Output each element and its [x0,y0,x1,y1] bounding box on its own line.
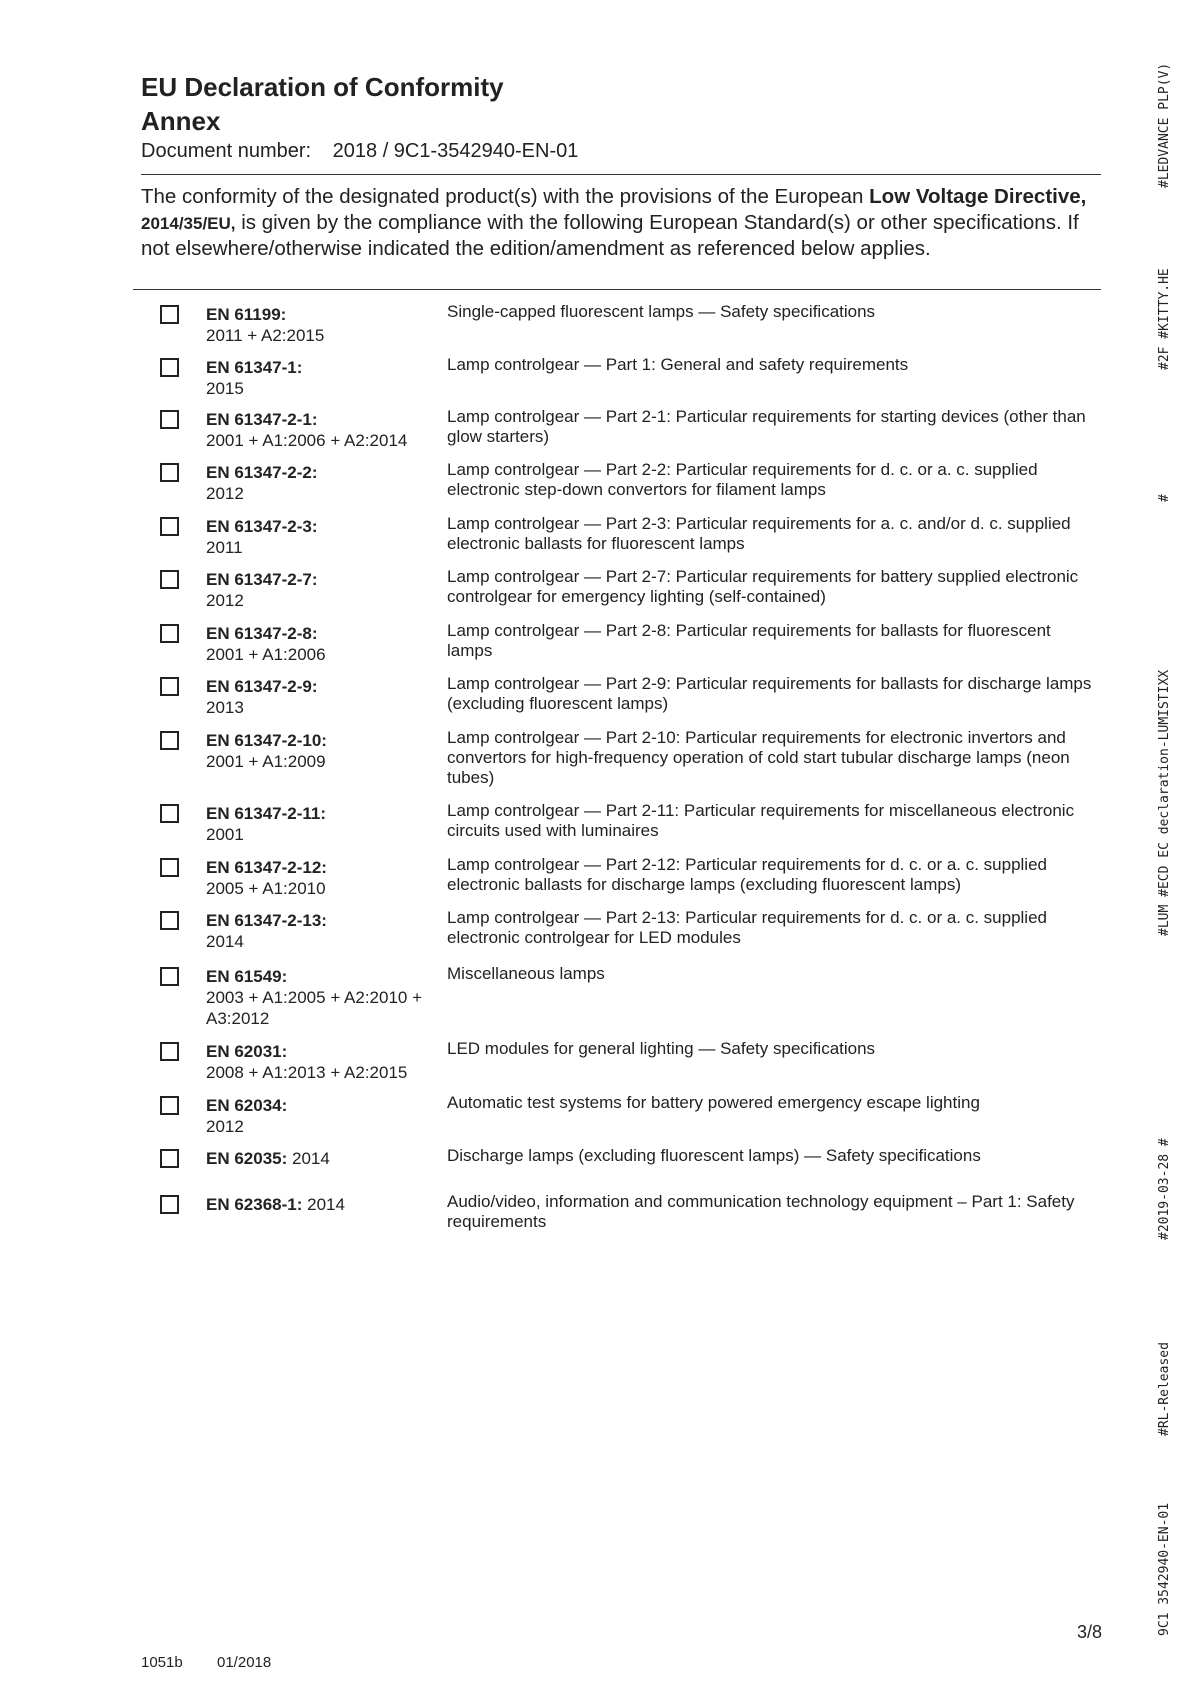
document-number [141,140,578,163]
standard-description: Miscellaneous lamps [447,964,605,983]
standard-checkbox[interactable] [160,463,179,482]
standard-edition: 2003 + A1:2005 + A2:2010 + A3:2012 [206,988,423,1028]
standard-checkbox[interactable] [160,967,179,986]
standard-description: Lamp controlgear — Part 2-9: Particular requirements for ballasts for discharge lamps (excluding fluorescent lamps) [447,674,1092,713]
intro-divider [133,289,1101,290]
title-line-2: Annex [141,106,221,136]
standard-edition: 2012 [206,591,244,610]
standard-edition: 2011 [206,538,243,557]
intro-paragraph [141,184,1101,262]
standard-description: Discharge lamps (excluding fluorescent lamps) — Safety specifications [447,1146,981,1165]
intro-text-1: The conformity of the designated product(s) with the provisions of the European [141,185,870,208]
standard-code: EN 62031: [206,1042,288,1061]
standard-description: Lamp controlgear — Part 2-3: Particular requirements for a. c. and/or d. c. supplied electronic ballasts for fluorescent lamps [447,514,1071,553]
standard-checkbox[interactable] [160,1149,179,1168]
standard-edition: 2015 [206,379,244,398]
standard-edition: 2014 [302,1195,345,1214]
standard-checkbox[interactable] [160,305,179,324]
standard-description: Lamp controlgear — Part 2-7: Particular requirements for battery supplied electronic controlgear for emergency lighting (self-contained) [447,567,1079,606]
standard-edition: 2001 [206,825,244,844]
standard-code: EN 61347-2-11: [206,804,327,823]
standard-description: Automatic test systems for battery powered emergency escape lighting [447,1093,980,1112]
standard-checkbox[interactable] [160,677,179,696]
standard-code: EN 61347-2-13: [206,911,327,930]
document-title [141,70,504,138]
standard-checkbox[interactable] [160,858,179,877]
standard-id [206,1041,436,1083]
standard-id [206,623,436,665]
standard-edition: 2008 + A1:2013 + A2:2015 [206,1063,408,1082]
standard-id [206,1194,436,1215]
standard-code: EN 61347-2-2: [206,463,318,482]
standard-checkbox[interactable] [160,804,179,823]
standard-checkbox[interactable] [160,1042,179,1061]
standard-code: EN 61347-2-10: [206,731,327,750]
standard-id [206,966,436,1029]
standard-code: EN 61347-2-8: [206,624,318,643]
standard-description: Single-capped fluorescent lamps — Safety specifications [447,302,876,321]
standard-id [206,516,436,558]
standard-description: Lamp controlgear — Part 2-1: Particular requirements for starting devices (other than glow starters) [447,407,1086,446]
side-tag-released: #RL-Released [1157,1342,1172,1436]
standard-description: LED modules for general lighting — Safety specifications [447,1039,876,1058]
standard-description: Lamp controlgear — Part 2-11: Particular requirements for miscellaneous electronic circuits used with luminaires [447,801,1075,840]
standard-edition: 2001 + A1:2009 [206,752,326,771]
page-number: 3/8 [1077,1622,1103,1642]
top-divider [141,174,1101,175]
form-code: 1051b [141,1654,183,1671]
standard-id [206,1095,436,1137]
standard-id [206,569,436,611]
standard-code: EN 61549: [206,967,288,986]
standard-id [206,1148,436,1169]
standard-code: EN 62368-1: [206,1195,303,1214]
standard-edition: 2014 [206,932,244,951]
intro-text-2: is given by the compliance with the following European Standard(s) or other specifications. If not elsewhere/otherwise indicated the edition/amendment as referenced below applies. [141,210,1079,260]
standard-description: Lamp controlgear — Part 2-8: Particular requirements for ballasts for fluorescent lamps [447,621,1051,660]
standard-edition: 2001 + A1:2006 + A2:2014 [206,431,408,450]
side-tag-kitty: #2F #KITTY.HE [1157,268,1172,370]
standard-edition: 2005 + A1:2010 [206,879,326,898]
standard-checkbox[interactable] [160,358,179,377]
standard-description: Lamp controlgear — Part 2-13: Particular requirements for d. c. or a. c. supplied electronic controlgear for LED modules [447,908,1047,947]
side-tag-ledvance: #LEDVANCE PLP(V) [1157,62,1172,188]
standard-code: EN 61347-2-3: [206,517,318,536]
standard-checkbox[interactable] [160,517,179,536]
standard-checkbox[interactable] [160,1096,179,1115]
standard-edition: 2001 + A1:2006 [206,645,326,664]
document-number-value: 2018 / 9C1-3542940-EN-01 [332,140,579,162]
standard-checkbox[interactable] [160,1195,179,1214]
standard-checkbox[interactable] [160,570,179,589]
standard-description: Lamp controlgear — Part 1: General and safety requirements [447,355,909,374]
standard-checkbox[interactable] [160,624,179,643]
standard-id [206,910,436,952]
standard-id [206,803,436,845]
side-tag-lum: #LUM #ECD EC declaration-LUMISTIXX [1157,669,1172,936]
document-number-label: Document number: [141,140,312,162]
standard-description: Lamp controlgear — Part 2-2: Particular requirements for d. c. or a. c. supplied electronic step-down convertors for filament lamps [447,460,1038,499]
standard-checkbox[interactable] [160,731,179,750]
standard-code: EN 62035: [206,1149,288,1168]
standard-edition: 2014 [287,1149,330,1168]
standard-description: Lamp controlgear — Part 2-10: Particular requirements for electronic invertors and convertors for high-frequency operation of cold start tubular discharge lamps (neon tubes) [447,728,1070,787]
standard-code: EN 62034: [206,1096,288,1115]
directive-code: 2014/35/EU, [141,213,236,233]
standard-id [206,304,436,346]
directive-name: Low Voltage Directive, [869,185,1087,208]
side-tag-date: #2019-03-28 # [1157,1138,1172,1240]
title-line-1: EU Declaration of Conformity [141,72,504,102]
standard-id [206,409,436,451]
standard-id [206,357,436,399]
standard-edition: 2013 [206,698,244,717]
standard-code: EN 61347-2-7: [206,570,318,589]
standard-code: EN 61347-2-9: [206,677,318,696]
standard-checkbox[interactable] [160,410,179,429]
standard-edition: 2012 [206,1117,244,1136]
standard-checkbox[interactable] [160,911,179,930]
standard-edition: 2012 [206,484,244,503]
standard-id [206,462,436,504]
standard-description: Audio/video, information and communication technology equipment – Part 1: Safety requirements [447,1192,1075,1231]
standard-id [206,857,436,899]
standard-description: Lamp controlgear — Part 2-12: Particular requirements for d. c. or a. c. supplied electronic ballasts for discharge lamps (excluding fluorescent lamps) [447,855,1047,894]
standard-code: EN 61199: [206,305,287,324]
standard-edition: 2011 + A2:2015 [206,326,325,345]
standard-id [206,730,436,772]
standard-id [206,676,436,718]
standard-code: EN 61347-1: [206,358,303,377]
side-tag-docid: 9C1 3542940-EN-01 [1157,1502,1172,1636]
side-tag-hash: # [1157,494,1172,502]
standard-code: EN 61347-2-12: [206,858,327,877]
form-date: 01/2018 [217,1654,272,1671]
standard-code: EN 61347-2-1: [206,410,318,429]
